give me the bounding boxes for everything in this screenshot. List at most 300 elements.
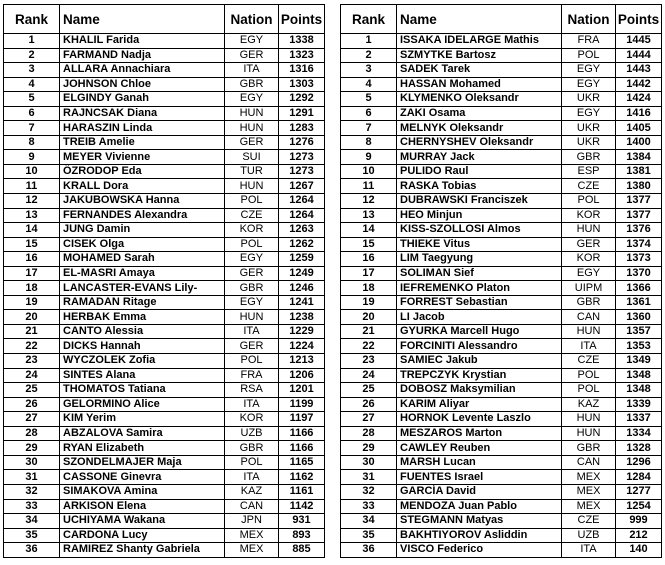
table-row: [4, 354, 325, 369]
name-cell: LANCASTER-EVANS Lily-: [60, 281, 225, 296]
points-cell: 1373: [616, 252, 662, 267]
points-cell: 1162: [279, 470, 325, 485]
table-row: [4, 63, 325, 78]
nation-cell: KAZ: [562, 397, 616, 412]
nation-cell: UIPM: [562, 281, 616, 296]
points-cell: 1263: [279, 223, 325, 238]
table-row: [341, 179, 662, 194]
nation-cell: KOR: [562, 252, 616, 267]
points-cell: 1165: [279, 455, 325, 470]
table-row: [341, 499, 662, 514]
name-cell: FORCINITI Alessandro: [397, 339, 562, 354]
points-cell: 1291: [279, 106, 325, 121]
name-cell: ZAKI Osama: [397, 106, 562, 121]
nation-cell: UKR: [562, 92, 616, 107]
points-cell: 1273: [279, 164, 325, 179]
points-cell: 1443: [616, 63, 662, 78]
nation-cell: RSA: [225, 383, 279, 398]
points-cell: 1400: [616, 135, 662, 150]
nation-cell: UKR: [562, 135, 616, 150]
name-cell: RAMADAN Ritage: [60, 295, 225, 310]
points-cell: 212: [616, 528, 662, 543]
name-cell: SZONDELMAJER Maja: [60, 455, 225, 470]
points-cell: 1273: [279, 150, 325, 165]
rank-cell: 20: [4, 310, 60, 325]
points-cell: 885: [279, 543, 325, 558]
points-cell: 931: [279, 514, 325, 529]
nation-cell: HUN: [225, 106, 279, 121]
points-cell: 1323: [279, 48, 325, 63]
rank-cell: 31: [341, 470, 397, 485]
points-cell: 1361: [616, 295, 662, 310]
nation-cell: TUR: [225, 164, 279, 179]
table-row: [4, 34, 325, 49]
table-row: [341, 208, 662, 223]
name-cell: MURRAY Jack: [397, 150, 562, 165]
table-row: [341, 48, 662, 63]
nation-cell: EGY: [225, 34, 279, 49]
nation-cell: HUN: [225, 310, 279, 325]
rank-cell: 36: [341, 543, 397, 558]
rank-cell: 9: [341, 150, 397, 165]
name-cell: SAMIEC Jakub: [397, 354, 562, 369]
name-cell: LI Jacob: [397, 310, 562, 325]
table-row: [4, 368, 325, 383]
points-cell: 1348: [616, 383, 662, 398]
women-ranking-rows: [4, 34, 325, 558]
table-row: [341, 150, 662, 165]
table-row: [4, 484, 325, 499]
points-cell: 1377: [616, 194, 662, 209]
table-row: [4, 266, 325, 281]
name-cell: KIM Yerim: [60, 412, 225, 427]
points-cell: 1264: [279, 208, 325, 223]
nation-cell: EGY: [225, 92, 279, 107]
rank-cell: 3: [341, 63, 397, 78]
table-row: [341, 412, 662, 427]
rank-cell: 13: [341, 208, 397, 223]
rank-cell: 24: [341, 368, 397, 383]
points-cell: 1264: [279, 194, 325, 209]
rank-cell: 32: [341, 484, 397, 499]
nation-cell: CZE: [562, 179, 616, 194]
nation-cell: POL: [225, 237, 279, 252]
table-row: [4, 208, 325, 223]
rank-cell: 5: [4, 92, 60, 107]
nation-cell: POL: [225, 354, 279, 369]
rank-cell: 15: [341, 237, 397, 252]
rank-cell: 36: [4, 543, 60, 558]
name-cell: ISSAKA IDELARGE Mathis: [397, 34, 562, 49]
nation-cell: MEX: [225, 528, 279, 543]
points-cell: 1166: [279, 426, 325, 441]
name-cell: RASKA Tobias: [397, 179, 562, 194]
points-cell: 1353: [616, 339, 662, 354]
rank-cell: 26: [4, 397, 60, 412]
table-row: [341, 484, 662, 499]
name-cell: CARDONA Lucy: [60, 528, 225, 543]
nation-cell: GER: [225, 135, 279, 150]
table-row: [341, 223, 662, 238]
name-cell: CASSONE Ginevra: [60, 470, 225, 485]
table-row: [4, 135, 325, 150]
nation-cell: MEX: [562, 484, 616, 499]
nation-cell: EGY: [225, 295, 279, 310]
nation-cell: EGY: [562, 106, 616, 121]
points-cell: 1206: [279, 368, 325, 383]
points-cell: 1328: [616, 441, 662, 456]
points-header: Points: [279, 5, 325, 34]
points-cell: 1377: [616, 208, 662, 223]
nation-cell: MEX: [562, 499, 616, 514]
nation-cell: POL: [225, 194, 279, 209]
name-cell: KHALIL Farida: [60, 34, 225, 49]
rank-cell: 29: [4, 441, 60, 456]
points-cell: 1380: [616, 179, 662, 194]
points-cell: 999: [616, 514, 662, 529]
name-cell: STEGMANN Matyas: [397, 514, 562, 529]
points-cell: 1284: [616, 470, 662, 485]
rank-cell: 7: [4, 121, 60, 136]
table-row: [4, 339, 325, 354]
points-cell: 1337: [616, 412, 662, 427]
rank-cell: 3: [4, 63, 60, 78]
points-cell: 1224: [279, 339, 325, 354]
nation-cell: FRA: [225, 368, 279, 383]
name-cell: HEO Minjun: [397, 208, 562, 223]
name-cell: JOHNSON Chloe: [60, 77, 225, 92]
table-row: [4, 121, 325, 136]
nation-cell: KOR: [225, 412, 279, 427]
rank-cell: 23: [341, 354, 397, 369]
name-cell: CAWLEY Reuben: [397, 441, 562, 456]
rank-cell: 35: [341, 528, 397, 543]
name-cell: RYAN Elizabeth: [60, 441, 225, 456]
points-cell: 1262: [279, 237, 325, 252]
points-cell: 1316: [279, 63, 325, 78]
table-row: [341, 106, 662, 121]
name-cell: FARMAND Nadja: [60, 48, 225, 63]
name-header: Name: [60, 5, 225, 34]
rank-cell: 16: [341, 252, 397, 267]
nation-cell: KOR: [562, 208, 616, 223]
points-cell: 1348: [616, 368, 662, 383]
points-cell: 1360: [616, 310, 662, 325]
name-cell: GARCÍA David: [397, 484, 562, 499]
name-cell: LIM Taegyung: [397, 252, 562, 267]
nation-cell: GBR: [562, 295, 616, 310]
nation-cell: HUN: [562, 223, 616, 238]
rank-cell: 5: [341, 92, 397, 107]
name-cell: GYURKA Marcell Hugo: [397, 324, 562, 339]
nation-header: Nation: [225, 5, 279, 34]
rank-cell: 14: [341, 223, 397, 238]
name-cell: SZMYTKE Bartosz: [397, 48, 562, 63]
rank-cell: 26: [341, 397, 397, 412]
nation-cell: UZB: [225, 426, 279, 441]
rank-cell: 7: [341, 121, 397, 136]
table-row: [4, 324, 325, 339]
name-cell: KARIM Aliyar: [397, 397, 562, 412]
name-cell: RAMIREZ Shanty Gabriela: [60, 543, 225, 558]
name-cell: MELNYK Oleksandr: [397, 121, 562, 136]
nation-cell: ITA: [562, 543, 616, 558]
name-cell: BAKHTIYOROV Asliddin: [397, 528, 562, 543]
points-cell: 1338: [279, 34, 325, 49]
name-cell: ELGINDY Ganah: [60, 92, 225, 107]
name-cell: SOLIMAN Sief: [397, 266, 562, 281]
rank-cell: 19: [341, 295, 397, 310]
nation-cell: CAN: [225, 499, 279, 514]
nation-cell: ESP: [562, 164, 616, 179]
table-row: [4, 164, 325, 179]
rank-cell: 20: [341, 310, 397, 325]
header-row: [341, 5, 662, 34]
nation-cell: ITA: [225, 324, 279, 339]
name-cell: FUENTES Israel: [397, 470, 562, 485]
name-cell: PULIDO Raul: [397, 164, 562, 179]
name-cell: KLYMENKO Oleksandr: [397, 92, 562, 107]
table-row: [4, 252, 325, 267]
table-row: [4, 281, 325, 296]
name-cell: ALLARA Annachiara: [60, 63, 225, 78]
points-cell: 1292: [279, 92, 325, 107]
table-row: [341, 121, 662, 136]
name-cell: TREIB Amelie: [60, 135, 225, 150]
name-cell: ARKISON Elena: [60, 499, 225, 514]
rank-cell: 10: [341, 164, 397, 179]
rank-cell: 6: [4, 106, 60, 121]
points-cell: 1238: [279, 310, 325, 325]
points-cell: 1276: [279, 135, 325, 150]
rank-cell: 8: [341, 135, 397, 150]
rank-cell: 12: [4, 194, 60, 209]
nation-cell: ITA: [562, 339, 616, 354]
nation-cell: UKR: [562, 121, 616, 136]
table-row: [4, 106, 325, 121]
nation-cell: CZE: [562, 354, 616, 369]
points-cell: 893: [279, 528, 325, 543]
rank-cell: 23: [4, 354, 60, 369]
rank-cell: 33: [341, 499, 397, 514]
nation-cell: CZE: [225, 208, 279, 223]
nation-cell: FRA: [562, 34, 616, 49]
points-cell: 1277: [616, 484, 662, 499]
table-row: [4, 455, 325, 470]
nation-cell: CAN: [562, 455, 616, 470]
nation-cell: ITA: [225, 470, 279, 485]
table-row: [341, 237, 662, 252]
header-row: [4, 5, 325, 34]
nation-cell: HUN: [562, 426, 616, 441]
name-cell: EL-MASRI Amaya: [60, 266, 225, 281]
nation-cell: POL: [562, 48, 616, 63]
table-row: [4, 194, 325, 209]
name-cell: SIMAKOVA Amina: [60, 484, 225, 499]
table-row: [4, 412, 325, 427]
points-cell: 1161: [279, 484, 325, 499]
name-cell: THIEKE Vitus: [397, 237, 562, 252]
nation-cell: CAN: [562, 310, 616, 325]
table-row: [341, 324, 662, 339]
points-cell: 1142: [279, 499, 325, 514]
rank-cell: 25: [4, 383, 60, 398]
table-row: [341, 354, 662, 369]
table-row: [4, 295, 325, 310]
name-cell: MEYER Vivienne: [60, 150, 225, 165]
table-row: [341, 252, 662, 267]
men-ranking-rows: [341, 34, 662, 558]
nation-cell: EGY: [225, 252, 279, 267]
nation-cell: KAZ: [225, 484, 279, 499]
rank-cell: 9: [4, 150, 60, 165]
name-cell: ÖZRODOP Eda: [60, 164, 225, 179]
women-ranking-table: [3, 4, 325, 558]
nation-cell: GER: [562, 237, 616, 252]
points-cell: 1376: [616, 223, 662, 238]
name-cell: ABZALOVA Samira: [60, 426, 225, 441]
points-cell: 1405: [616, 121, 662, 136]
points-cell: 1246: [279, 281, 325, 296]
rank-cell: 34: [4, 514, 60, 529]
nation-cell: EGY: [562, 77, 616, 92]
name-cell: HORNOK Levente Laszlo: [397, 412, 562, 427]
nation-cell: GER: [225, 48, 279, 63]
table-row: [341, 339, 662, 354]
table-row: [4, 383, 325, 398]
points-cell: 1201: [279, 383, 325, 398]
nation-cell: GER: [225, 266, 279, 281]
name-cell: IEFREMENKO Platon: [397, 281, 562, 296]
table-row: [341, 92, 662, 107]
rank-cell: 30: [4, 455, 60, 470]
points-cell: 1197: [279, 412, 325, 427]
name-cell: CANTO Alessia: [60, 324, 225, 339]
points-cell: 1349: [616, 354, 662, 369]
table-row: [4, 528, 325, 543]
table-row: [341, 63, 662, 78]
table-row: [341, 34, 662, 49]
points-cell: 1259: [279, 252, 325, 267]
table-row: [4, 77, 325, 92]
table-row: [4, 514, 325, 529]
table-row: [4, 397, 325, 412]
table-row: [4, 150, 325, 165]
name-cell: JAKUBOWSKA Hanna: [60, 194, 225, 209]
rank-cell: 10: [4, 164, 60, 179]
name-cell: MOHAMED Sarah: [60, 252, 225, 267]
nation-cell: ITA: [225, 63, 279, 78]
nation-cell: MEX: [562, 470, 616, 485]
rank-cell: 4: [341, 77, 397, 92]
points-cell: 1444: [616, 48, 662, 63]
rank-cell: 2: [4, 48, 60, 63]
points-cell: 1267: [279, 179, 325, 194]
rank-cell: 4: [4, 77, 60, 92]
nation-cell: POL: [225, 455, 279, 470]
table-row: [341, 543, 662, 558]
rank-cell: 30: [341, 455, 397, 470]
points-cell: 1442: [616, 77, 662, 92]
rank-cell: 19: [4, 295, 60, 310]
nation-cell: UZB: [562, 528, 616, 543]
name-header: Name: [397, 5, 562, 34]
rank-cell: 11: [4, 179, 60, 194]
nation-cell: EGY: [562, 266, 616, 281]
rank-cell: 15: [4, 237, 60, 252]
rank-cell: 17: [4, 266, 60, 281]
rank-cell: 35: [4, 528, 60, 543]
rank-cell: 27: [341, 412, 397, 427]
table-row: [341, 266, 662, 281]
nation-cell: HUN: [225, 121, 279, 136]
nation-cell: EGY: [562, 63, 616, 78]
table-row: [341, 426, 662, 441]
table-row: [341, 77, 662, 92]
points-cell: 1166: [279, 441, 325, 456]
points-cell: 1366: [616, 281, 662, 296]
rank-cell: 28: [341, 426, 397, 441]
name-cell: HERBAK Emma: [60, 310, 225, 325]
rank-header: Rank: [4, 5, 60, 34]
name-cell: DOBOSZ Maksymilian: [397, 383, 562, 398]
table-row: [341, 310, 662, 325]
nation-cell: GBR: [225, 441, 279, 456]
table-row: [341, 528, 662, 543]
table-row: [4, 179, 325, 194]
rank-cell: 11: [341, 179, 397, 194]
points-cell: 1416: [616, 106, 662, 121]
name-cell: MESZAROS Marton: [397, 426, 562, 441]
name-cell: KISS-SZOLLOSI Almos: [397, 223, 562, 238]
name-cell: SADEK Tarek: [397, 63, 562, 78]
name-cell: MARSH Lucan: [397, 455, 562, 470]
rank-cell: 22: [4, 339, 60, 354]
table-row: [4, 92, 325, 107]
name-cell: TREPCZYK Krystian: [397, 368, 562, 383]
table-row: [4, 237, 325, 252]
table-row: [341, 397, 662, 412]
name-cell: JUNG Damin: [60, 223, 225, 238]
rank-cell: 25: [341, 383, 397, 398]
table-row: [4, 223, 325, 238]
table-row: [341, 135, 662, 150]
points-cell: 1249: [279, 266, 325, 281]
rank-cell: 22: [341, 339, 397, 354]
rank-cell: 32: [4, 484, 60, 499]
name-cell: HARASZIN Linda: [60, 121, 225, 136]
name-cell: RAJNCSAK Diana: [60, 106, 225, 121]
rank-cell: 2: [341, 48, 397, 63]
nation-header: Nation: [562, 5, 616, 34]
rank-cell: 21: [4, 324, 60, 339]
table-row: [4, 441, 325, 456]
rank-cell: 29: [341, 441, 397, 456]
points-cell: 1229: [279, 324, 325, 339]
table-row: [341, 295, 662, 310]
points-cell: 1303: [279, 77, 325, 92]
nation-cell: HUN: [562, 324, 616, 339]
name-cell: FERNANDES Alexandra: [60, 208, 225, 223]
points-cell: 140: [616, 543, 662, 558]
name-cell: UCHIYAMA Wakana: [60, 514, 225, 529]
rank-cell: 16: [4, 252, 60, 267]
table-row: [341, 514, 662, 529]
rank-cell: 33: [4, 499, 60, 514]
rank-cell: 21: [341, 324, 397, 339]
name-cell: FORREST Sebastian: [397, 295, 562, 310]
table-row: [341, 383, 662, 398]
